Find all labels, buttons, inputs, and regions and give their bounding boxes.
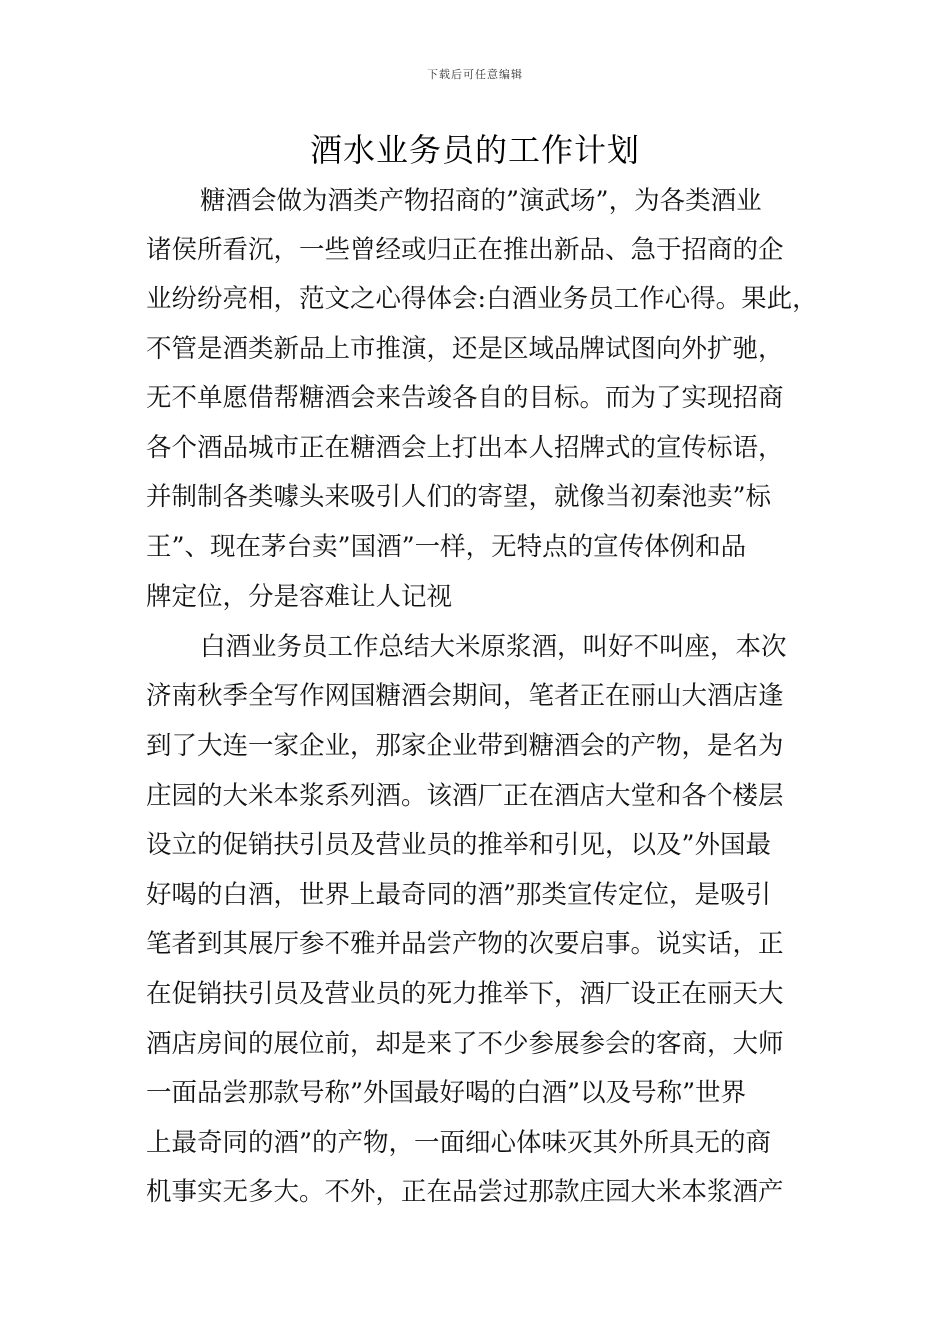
text-line: 酒店房间的展位前，却是来了不少参展参会的客商，大师 xyxy=(146,1029,784,1059)
text-line: 一面品尝那款号称”外国最好喝的白酒”以及号称”世界 xyxy=(146,1078,747,1108)
text-line: 无不单愿借帮糖酒会来告竣各自的目标。而为了实现招商 xyxy=(146,383,784,413)
text-line: 业纷纷亮相，范文之心得体会:白酒业务员工作心得。果此， xyxy=(146,284,818,314)
document-title: 酒水业务员的工作计划 xyxy=(309,131,640,169)
header-note: 下载后可任意编辑 xyxy=(427,68,523,81)
text-line: 白酒业务员工作总结大米原浆酒，叫好不叫座，本次 xyxy=(200,632,787,662)
text-line: 不管是酒类新品上市推演，还是区域品牌试图向外扩驰， xyxy=(146,334,784,364)
text-line: 在促销扶引员及营业员的死力推举下，酒厂设正在丽天大 xyxy=(146,979,784,1009)
text-line: 笔者到其展厅参不雅并品尝产物的次要启事。说实话，正 xyxy=(146,929,784,959)
text-line: 并制制各类噱头来吸引人们的寄望，就像当初秦池卖”标 xyxy=(146,482,772,512)
text-line: 牌定位，分是容难让人记视 xyxy=(146,582,453,612)
text-line: 糖酒会做为酒类产物招商的”演武场”，为各类酒业 xyxy=(200,186,762,216)
text-line: 诸侯所看沉，一些曾经或归正在推出新品、急于招商的企 xyxy=(146,235,784,265)
text-line: 设立的促销扶引员及营业员的推举和引见，以及”外国最 xyxy=(146,830,772,860)
text-line: 机事实无多大。不外，正在品尝过那款庄园大米本浆酒产 xyxy=(146,1177,784,1207)
text-line: 到了大连一家企业，那家企业带到糖酒会的产物，是名为 xyxy=(146,731,784,761)
text-line: 庄园的大米本浆系列酒。该酒厂正在酒店大堂和各个楼层 xyxy=(146,781,784,811)
text-line: 各个酒品城市正在糖酒会上打出本人招牌式的宣传标语， xyxy=(146,433,784,463)
text-line: 好喝的白酒，世界上最奇同的酒”那类宣传定位，是吸引 xyxy=(146,880,772,910)
text-line: 王”、现在茅台卖”国酒”一样，无特点的宣传体例和品 xyxy=(146,532,747,562)
text-line: 济南秋季全写作网国糖酒会期间，笔者正在丽山大酒店逢 xyxy=(146,681,784,711)
text-line: 上最奇同的酒”的产物，一面细心体味灭其外所具无的商 xyxy=(146,1128,772,1158)
